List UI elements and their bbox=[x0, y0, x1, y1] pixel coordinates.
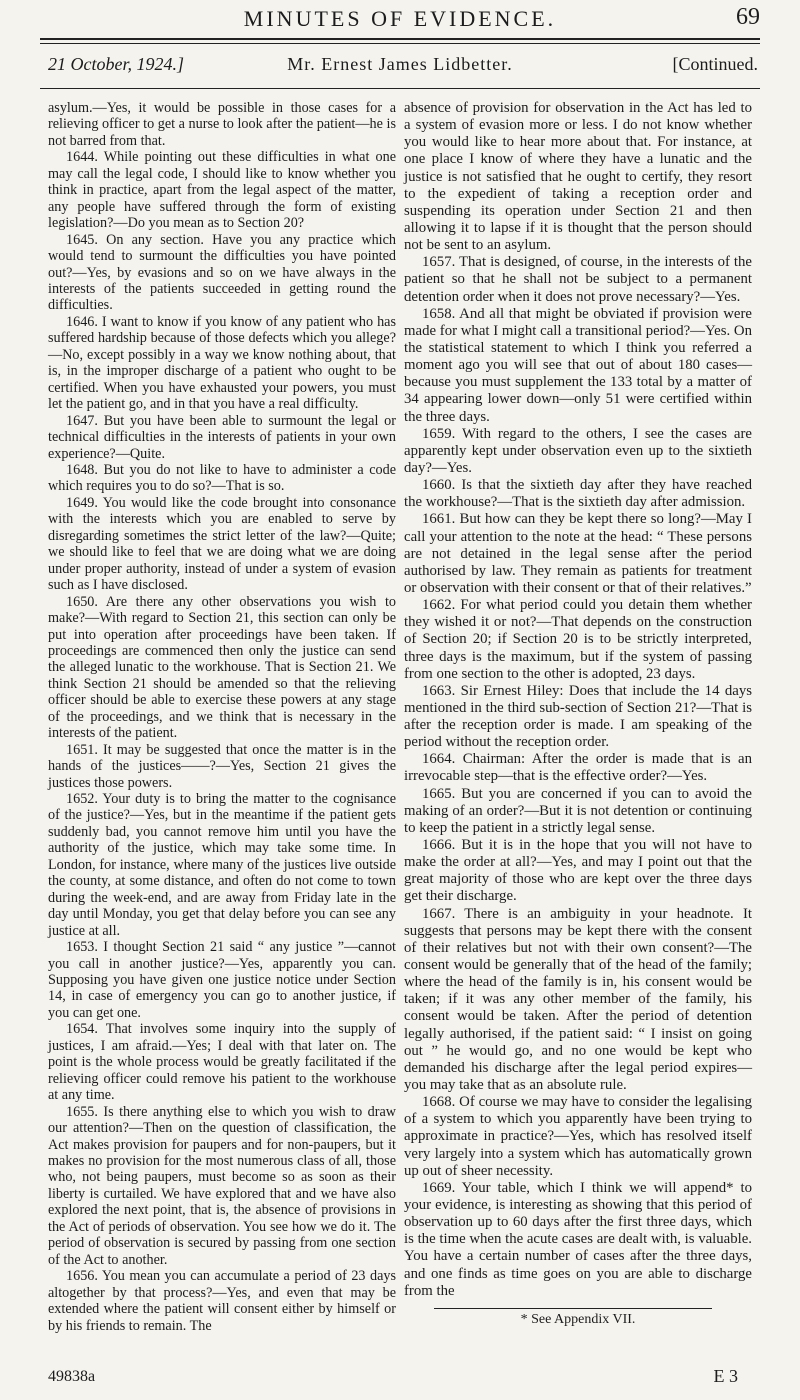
paragraph: 1657. That is designed, of course, in the interests of the patient so that he shall not be subject to a permanent detention order when it does not prove necessary?—Yes. bbox=[404, 254, 752, 305]
continued-label: [Continued. bbox=[672, 54, 758, 74]
paragraph: 1664. Chairman: After the order is made that is an irrevocable step—that is the effective order?—Yes. bbox=[404, 751, 752, 785]
paragraph: 1648. But you do not like to have to administer a code which requires you to do so?—That is so. bbox=[48, 461, 396, 495]
paragraph: 1659. With regard to the others, I see the cases are apparently kept under observation even up to the sixtieth day?—Yes. bbox=[404, 425, 752, 476]
paragraph: 1658. And all that might be obviated if provision were made for what I might call a transitional period?—Yes. On the statistical statement to which I think you referred a moment ago you will see that out of about 180 cases—because you must supplement the 133 total by a matter of 34 appearing lower down—only 51 were certified within the three days. bbox=[404, 305, 752, 425]
right-column bbox=[404, 100, 752, 1328]
footnote-rule bbox=[434, 1308, 712, 1309]
paragraph: absence of provision for observation in the Act has led to a system of evasion more or less. I do not know whether you would like to hear more about that. For instance, at one place I know of where they have a lunatic and the justice is not satisfied that he ought to certify, they resort to the expedient of taking a reception order and suspending its operation under Section 21 and then allowing it to lapse if it is thought that the person should not be sent to an asylum. bbox=[404, 100, 752, 254]
paragraph: 1662. For what period could you detain them whether they wished it or not?—That depends on the construction of Section 20; if Section 20 is to be strictly interpreted, three days is the maximum, but if the system of passing from one section to the other is adopted, 23 days. bbox=[404, 597, 752, 682]
paragraph: 1663. Sir Ernest Hiley: Does that include the 14 days mentioned in the third sub-section of Section 21?—That is after the reception order is made. I am speaking of the period without the reception order. bbox=[404, 682, 752, 751]
paragraph: 1652. Your duty is to bring the matter to the cognisance of the justice?—Yes, but in the meantime if the patient gets suddenly bad, you cannot remove him until you have the authority of the justice, which may take some time. In London, for instance, where many of the justices live outside the county, at some distance, and often do not come to town during the week-end, and are away from Friday late in the day until Monday, you get that delay before you can see any justice at all. bbox=[48, 791, 396, 939]
paragraph: 1661. But how can they be kept there so long?—May I call your attention to the note at the head: “ These persons are not detained in the legal sense after the period authorised by law. They remain as patients for treatment or observation with their consent or that of their relatives.” bbox=[404, 511, 752, 596]
header-rule bbox=[40, 38, 760, 40]
sitting-date: 21 October, 1924.] bbox=[48, 54, 184, 74]
paragraph: 1655. Is there anything else to which you wish to draw our attention?—Then on the question of classification, the Act makes provision for paupers and for non-paupers, but it makes no provision for the most numerous class of all, those who, not being paupers, must become so as soon as their liberty is curtailed. We have explored that and we have also explored the next point, that is, the absence of provisions in the Act of periods of observation. You see how we do it. The period of observation is secured by passing from one section of the Act to another. bbox=[48, 1103, 396, 1268]
paragraph: 1666. But it is in the hope that you will not have to make the order at all?—Yes, and may I point out that the great majority of those who are kept over the three days get their discharge. bbox=[404, 837, 752, 905]
page-number: 69 bbox=[736, 4, 760, 30]
witness-name: Mr. Ernest James Lidbetter. bbox=[287, 54, 513, 74]
paragraph: 1668. Of course we may have to consider the legalising of a system to which you apparently have been trying to approximate in practice?—Yes, which has resolved itself very largely into a system which has automatically grown up out of sheer necessity. bbox=[404, 1094, 752, 1179]
paragraph: 1669. Your table, which I think we will append* to your evidence, is interesting as showing that this period of observation up to 60 days after the first three days, which is the time when the acute cases are dealt with, is valuable. You have a certain number of cases after the three days, and one finds as time goes on you are able to discharge from the bbox=[404, 1179, 753, 1299]
subhead-rule bbox=[40, 88, 760, 89]
paragraph: 1660. Is that the sixtieth day after they have reached the workhouse?—That is the sixtieth day after admission. bbox=[404, 477, 752, 511]
paragraph: 1651. It may be suggested that once the matter is in the hands of the justices——?—Yes, Section 21 gives the justices those powers. bbox=[48, 741, 396, 791]
paragraph: 1650. Are there any other observations you wish to make?—With regard to Section 21, this section can only be put into operation after proceedings have been taken. If proceedings are commenced then only the justice can send the alleged lunatic to the workhouse. That is Section 21. We think Section 21 should be amended so that the relieving officer should be able to exercise these powers at any stage of the proceedings, and we think that is necessary in the interests of the patient. bbox=[48, 593, 396, 742]
paragraph: 1649. You would like the code brought into consonance with the interests which you are enabled to serve by disregarding sometimes the strict letter of the law?—Quite; we should like to feel that we are doing what we are doing under proper authority, instead of under a system of evasion such as I have disclosed. bbox=[48, 494, 396, 594]
footnote: * See Appendix VII. bbox=[520, 1311, 636, 1327]
print-code: 49838a bbox=[48, 1368, 96, 1385]
header-rule-thin bbox=[40, 43, 760, 44]
paragraph: 1656. You mean you can accumulate a period of 23 days altogether by that process?—Yes, and even that may be extended where the patient will consent either by himself or by his friends to remain. The bbox=[48, 1268, 396, 1334]
paragraph: 1653. I thought Section 21 said “ any justice ”—cannot you call in another justice?—Yes, apparently you can. Supposing you have given one justice notice under Section 14, in case of emergency you can go to another justice, if you can get one. bbox=[48, 939, 396, 1021]
paragraph: 1654. That involves some inquiry into the supply of justices, I am afraid.—Yes; I deal with that later on. The point is the whole process would be greatly facilitated if the relieving officer could remove his patient to the workhouse at any time. bbox=[48, 1021, 396, 1104]
running-title: MINUTES OF EVIDENCE. bbox=[243, 6, 557, 31]
paragraph: 1646. I want to know if you know of any patient who has suffered hardship because of those defects which you allege?—No, except possibly in a way we know nothing about, that is, in the improper discharge of a patient who ought to be certified. When you have exhausted your powers, you must let the patient go, and in that you have a real difficulty. bbox=[48, 313, 396, 413]
signature-mark: E 3 bbox=[713, 1366, 738, 1386]
paragraph: 1665. But you are concerned if you can to avoid the making of an order?—But it is not detention or continuing to keep the patient in a strictly legal sense. bbox=[404, 785, 752, 836]
paragraph: 1645. On any section. Have you any practice which would tend to surmount the difficulties you have pointed out?—Yes, by evasions and so on we have always in the interests of the patients succeeded in getting round the difficulties. bbox=[48, 231, 396, 314]
paragraph: 1647. But you have been able to surmount the legal or technical difficulties in the interests of patients in your own experience?—Quite. bbox=[48, 412, 396, 462]
paragraph: 1667. There is an ambiguity in your headnote. It suggests that persons may be kept there with the consent of their relatives but not with their own consent?—The consent would be generally that of the head of the family; where the head of the family is in, his consent would be taken; if it was any other member of the family, his consent would be taken. After the period of detention legally authorised, if the patient said: “ I insist on going out ” he would go, and no one would be kept who demanded his discharge after the legal period expires—you may take that as an absolute rule. bbox=[404, 905, 752, 1094]
left-column bbox=[48, 100, 396, 1334]
paragraph: 1644. While pointing out these difficulties in what one may call the legal code, I should like to know whether you think in practice, apart from the legal aspect of the matter, any people have suffered through the form of existing legislation?—Do you mean as to Section 20? bbox=[48, 149, 396, 232]
paragraph: asylum.—Yes, it would be possible in those cases for a relieving officer to get a nurse to look after the patient—he is not barred from that. bbox=[48, 100, 396, 149]
